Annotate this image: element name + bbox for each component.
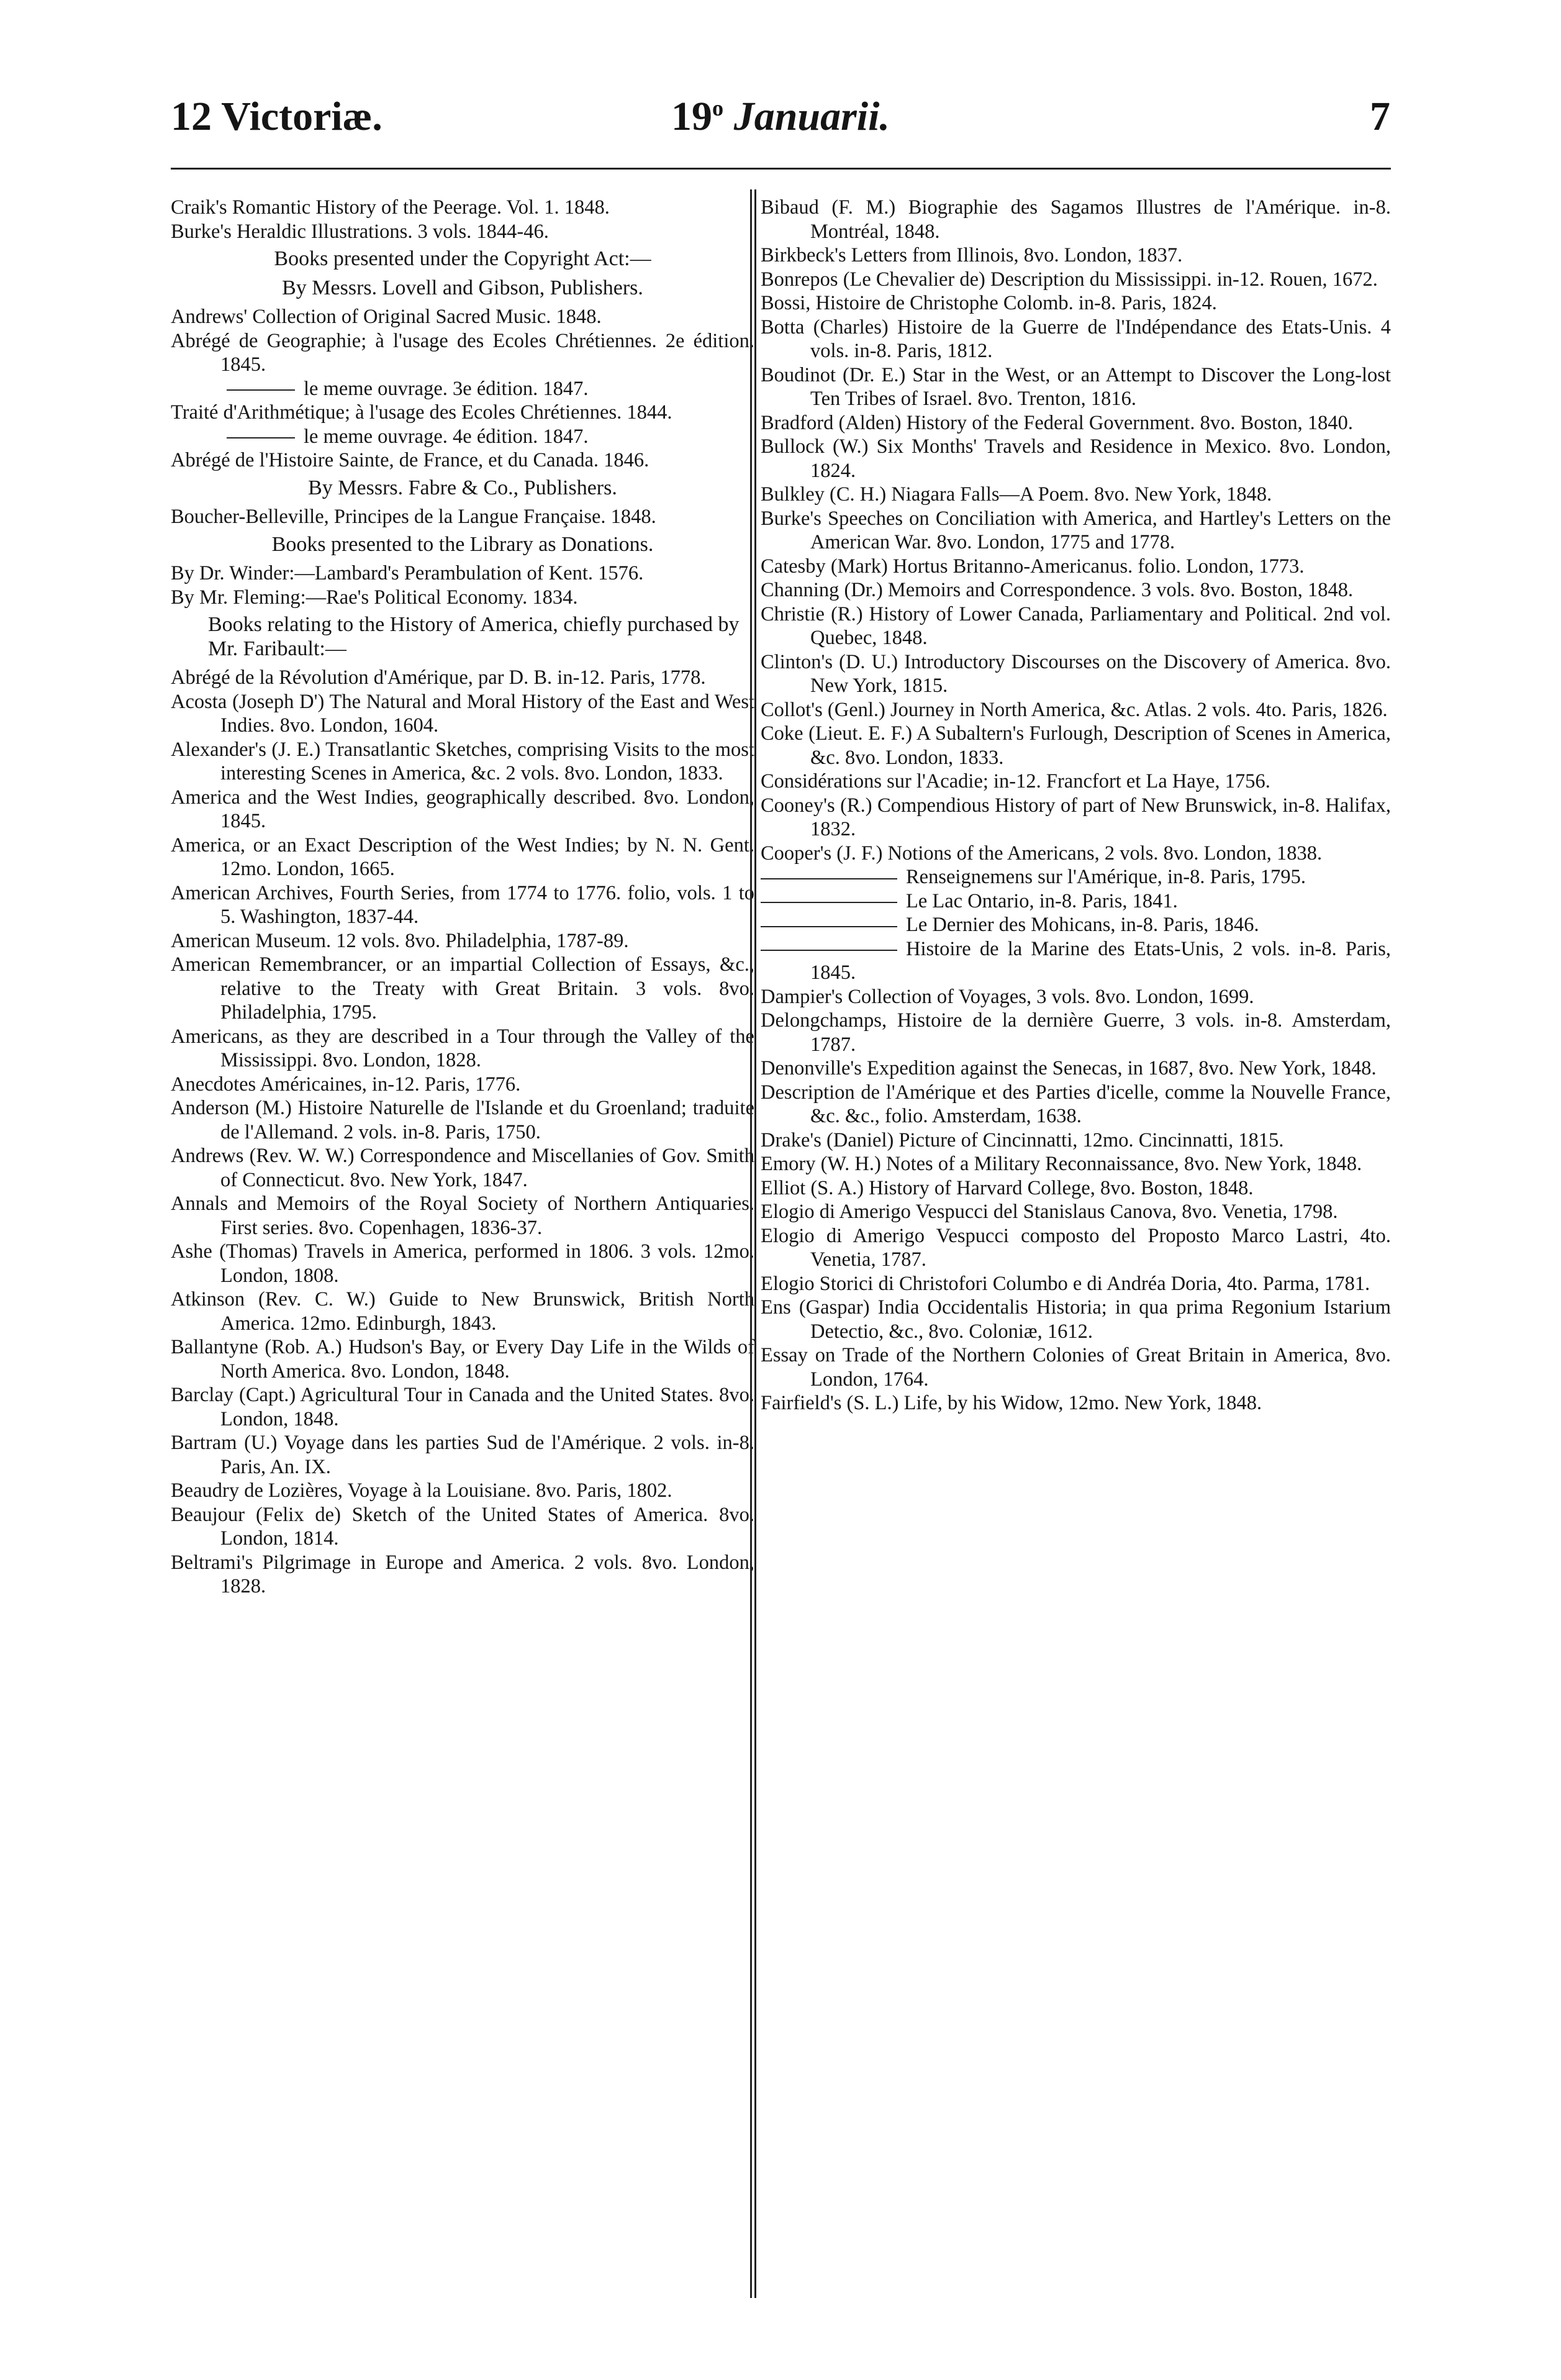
catalogue-entry: [171, 1025, 754, 1073]
header-date-superscript: o: [712, 96, 724, 120]
catalogue-entry: [761, 555, 1391, 579]
catalogue-entry-text: Bradford (Alden) History of the Federal Government. 8vo. Boston, 1840.: [761, 411, 1354, 434]
catalogue-entry: [171, 561, 754, 586]
catalogue-entry-text: By Mr. Fleming:—Rae's Political Economy. 1834.: [171, 586, 578, 609]
page-number: 7: [1370, 94, 1390, 139]
catalogue-entry: [761, 1391, 1391, 1415]
catalogue-entry: [171, 833, 754, 881]
catalogue-entry: [761, 722, 1391, 770]
catalogue-entry-text: Description de l'Amérique et des Parties d'icelle, comme la Nouvelle France, &c. &c., folio. Amsterdam, 1638.: [761, 1081, 1391, 1127]
catalogue-entry-text: Collot's (Genl.) Journey in North America, &c. Atlas. 2 vols. 4to. Paris, 1826.: [761, 698, 1388, 721]
catalogue-entry: [761, 1224, 1391, 1272]
catalogue-entry: [171, 586, 754, 610]
catalogue-entry-text: Abrégé de Geographie; à l'usage des Ecoles Chrétiennes. 2e édition. 1845.: [171, 329, 754, 376]
catalogue-entry-text: Anecdotes Américaines, in-12. Paris, 1776.: [171, 1073, 521, 1096]
header-date: [171, 93, 1390, 140]
catalogue-entry: [171, 953, 754, 1025]
catalogue-entry-text: Birkbeck's Letters from Illinois, 8vo. London, 1837.: [761, 244, 1183, 266]
catalogue-entry: [761, 1152, 1391, 1176]
catalogue-entry: [171, 305, 754, 329]
catalogue-entry: [171, 1383, 754, 1431]
ditto-dash: [761, 902, 897, 903]
catalogue-entry: [761, 483, 1391, 507]
catalogue-entry-text: Abrégé de la Révolution d'Amérique, par D. B. in-12. Paris, 1778.: [171, 666, 706, 689]
section-heading: [171, 533, 754, 557]
catalogue-entry: [171, 505, 754, 529]
section-heading: [171, 276, 754, 301]
catalogue-entry: [761, 1200, 1391, 1224]
catalogue-entry-text: American Museum. 12 vols. 8vo. Philadelphia, 1787-89.: [171, 929, 629, 952]
catalogue-entry: [171, 1096, 754, 1144]
section-heading-text: By Messrs. Fabre & Co., Publishers.: [308, 476, 617, 499]
catalogue-entry: [761, 698, 1391, 722]
catalogue-entry: [171, 786, 754, 833]
catalogue-entry-text: Americans, as they are described in a Tour through the Valley of the Mississippi. 8vo. London, 1828.: [171, 1025, 754, 1071]
catalogue-entry: [761, 889, 1391, 914]
catalogue-entry: [171, 1431, 754, 1479]
catalogue-entry-text: Denonville's Expedition against the Senecas, in 1687, 8vo. New York, 1848.: [761, 1057, 1377, 1079]
catalogue-entry: [761, 435, 1391, 483]
catalogue-entry-text: Clinton's (D. U.) Introductory Discourses on the Discovery of America. 8vo. New York, 1815.: [761, 650, 1391, 697]
catalogue-entry-text: Craik's Romantic History of the Peerage. Vol. 1. 1848.: [171, 196, 610, 219]
catalogue-entry-text: Bibaud (F. M.) Biographie des Sagamos Illustres de l'Amérique. in-8. Montréal, 1848.: [761, 196, 1391, 243]
catalogue-entry: [761, 316, 1391, 363]
catalogue-entry: [171, 881, 754, 929]
ditto-dash: [227, 389, 295, 391]
catalogue-entry: [761, 578, 1391, 602]
catalogue-entry: [171, 448, 754, 473]
catalogue-entry: [761, 291, 1391, 316]
catalogue-entry-text: Le Lac Ontario, in-8. Paris, 1841.: [906, 889, 1178, 912]
catalogue-entry: [761, 411, 1391, 435]
catalogue-entry: [761, 1056, 1391, 1081]
ditto-dash: [761, 926, 897, 927]
header-date-number: 19: [671, 94, 713, 139]
catalogue-entry-text: Histoire de la Marine des Etats-Unis, 2 vols. in-8. Paris, 1845.: [810, 937, 1391, 984]
catalogue-entry: [761, 1081, 1391, 1129]
catalogue-entry-text: Cooney's (R.) Compendious History of part of New Brunswick, in-8. Halifax, 1832.: [761, 794, 1391, 840]
catalogue-entry: [761, 985, 1391, 1009]
catalogue-entry: [761, 602, 1391, 650]
catalogue-entry-text: Essay on Trade of the Northern Colonies of Great Britain in America, 8vo. London, 1764.: [761, 1344, 1391, 1391]
catalogue-entry-text: Christie (R.) History of Lower Canada, Parliamentary and Political. 2nd vol. Quebec, 1848.: [761, 602, 1391, 649]
catalogue-entry: [761, 268, 1391, 292]
catalogue-entry-text: Andrews (Rev. W. W.) Correspondence and Miscellanies of Gov. Smith of Connecticut. 8vo. New York, 1847.: [171, 1145, 754, 1191]
catalogue-entry-text: Fairfield's (S. L.) Life, by his Widow, 12mo. New York, 1848.: [761, 1392, 1262, 1414]
section-heading-text: By Messrs. Lovell and Gibson, Publishers.: [282, 276, 643, 299]
catalogue-entry: [171, 1335, 754, 1383]
section-heading: [171, 476, 754, 501]
catalogue-entry: [171, 401, 754, 425]
catalogue-entry-text: Considérations sur l'Acadie; in-12. Francfort et La Haye, 1756.: [761, 770, 1270, 793]
catalogue-entry-text: Elogio di Amerigo Vespucci del Stanislaus Canova, 8vo. Venetia, 1798.: [761, 1201, 1338, 1223]
ditto-dash: [761, 950, 897, 951]
catalogue-entry-text: Traité d'Arithmétique; à l'usage des Ecoles Chrétiennes. 1844.: [171, 401, 672, 424]
catalogue-entry: [761, 1296, 1391, 1343]
catalogue-entry-text: Elogio di Amerigo Vespucci composto del Proposto Marco Lastri, 4to. Venetia, 1787.: [761, 1224, 1391, 1271]
catalogue-entry-text: Renseignemens sur l'Amérique, in-8. Paris, 1795.: [906, 866, 1306, 888]
catalogue-entry: [761, 865, 1391, 889]
header-regnal-year: 12 Victoriæ.: [171, 94, 382, 139]
catalogue-entry: [171, 666, 754, 690]
catalogue-entry-text: Drake's (Daniel) Picture of Cincinnatti, 12mo. Cincinnatti, 1815.: [761, 1129, 1284, 1151]
catalogue-entry: [171, 196, 754, 220]
catalogue-entry: [761, 196, 1391, 243]
catalogue-entry-text: Ashe (Thomas) Travels in America, performed in 1806. 3 vols. 12mo. London, 1808.: [171, 1240, 754, 1287]
section-heading-text: Books relating to the History of America, chiefly purchased by Mr. Faribault:—: [208, 613, 740, 660]
catalogue-entry: [761, 507, 1391, 555]
catalogue-entry: [171, 1503, 754, 1551]
catalogue-entry: [171, 1288, 754, 1335]
catalogue-entry: [761, 842, 1391, 866]
catalogue-entry-text: Atkinson (Rev. C. W.) Guide to New Brunswick, British North America. 12mo. Edinburgh, 1843.: [171, 1288, 754, 1335]
catalogue-entry: [171, 929, 754, 953]
catalogue-entry: [761, 770, 1391, 794]
catalogue-entry-text: Dampier's Collection of Voyages, 3 vols. 8vo. London, 1699.: [761, 985, 1254, 1008]
catalogue-entry-text: Annals and Memoirs of the Royal Society of Northern Antiquaries. First series. 8vo. Copenhagen, 1836-37.: [171, 1192, 754, 1239]
catalogue-entry-text: Delongchamps, Histoire de la dernière Guerre, 3 vols. in-8. Amsterdam, 1787.: [761, 1009, 1391, 1056]
catalogue-entry: [761, 650, 1391, 698]
catalogue-entry-text: Alexander's (J. E.) Transatlantic Sketches, comprising Visits to the most interesting Scenes in America, &c. 2 vols. 8vo. London, 1833.: [171, 738, 754, 784]
catalogue-entry-text: Coke (Lieut. E. F.) A Subaltern's Furlough, Description of Scenes in America, &c. 8vo. London, 1833.: [761, 722, 1391, 769]
catalogue-entry: [171, 1073, 754, 1097]
catalogue-entry-text: Abrégé de l'Histoire Sainte, de France, et du Canada. 1846.: [171, 449, 649, 471]
catalogue-entry: [171, 329, 754, 377]
catalogue-entry-text: American Archives, Fourth Series, from 1774 to 1776. folio, vols. 1 to 5. Washington, 1837-44.: [171, 881, 754, 928]
catalogue-entry: [171, 1192, 754, 1240]
catalogue-entry-text: Ballantyne (Rob. A.) Hudson's Bay, or Every Day Life in the Wilds of North America. 8vo. London, 1848.: [171, 1336, 754, 1383]
catalogue-entry-text: Elliot (S. A.) History of Harvard College, 8vo. Boston, 1848.: [761, 1176, 1254, 1199]
section-heading-text: Books presented under the Copyright Act:—: [274, 247, 651, 270]
catalogue-entry: [761, 1176, 1391, 1201]
catalogue-entry-text: Elogio Storici di Christofori Columbo e di Andréa Doria, 4to. Parma, 1781.: [761, 1272, 1370, 1295]
catalogue-entry-text: le meme ouvrage. 4e édition. 1847.: [304, 425, 589, 448]
catalogue-entry: [171, 690, 754, 738]
catalogue-entry: [761, 1009, 1391, 1056]
catalogue-entry-text: Boucher-Belleville, Principes de la Langue Française. 1848.: [171, 506, 656, 528]
catalogue-entry: [171, 1144, 754, 1192]
catalogue-entry-text: Anderson (M.) Histoire Naturelle de l'Islande et du Groenland; traduite de l'Allemand. 2 vols. in-8. Paris, 1750.: [171, 1097, 754, 1143]
catalogue-entry-text: Ens (Gaspar) India Occidentalis Historia; in qua prima Regonium Istarium Detectio, &c., 8vo. Coloniæ, 1612.: [761, 1296, 1391, 1343]
catalogue-entry: [761, 363, 1391, 411]
catalogue-entry-text: Barclay (Capt.) Agricultural Tour in Canada and the United States. 8vo. London, 1848.: [171, 1384, 754, 1430]
catalogue-entry-text: Beaudry de Lozières, Voyage à la Louisiane. 8vo. Paris, 1802.: [171, 1479, 672, 1502]
catalogue-entry: [761, 1272, 1391, 1296]
catalogue-entry-text: Beaujour (Felix de) Sketch of the United States of America. 8vo. London, 1814.: [171, 1503, 754, 1550]
catalogue-entry-text: Bartram (U.) Voyage dans les parties Sud de l'Amérique. 2 vols. in-8. Paris, An. IX.: [171, 1432, 754, 1478]
left-column: [171, 196, 754, 1599]
catalogue-entry-text: American Remembrancer, or an impartial Collection of Essays, &c., relative to the Treaty with Great Britain. 3 vols. 8vo. Philadelphia, 1795.: [171, 953, 754, 1024]
catalogue-entry: [171, 1551, 754, 1599]
catalogue-entry: [171, 738, 754, 786]
ditto-dash: [227, 437, 295, 438]
catalogue-entry: [761, 937, 1391, 985]
header-rule: [171, 168, 1391, 170]
catalogue-entry-text: Emory (W. H.) Notes of a Military Reconnaissance, 8vo. New York, 1848.: [761, 1153, 1362, 1175]
section-heading-text: Books presented to the Library as Donations.: [271, 532, 654, 556]
section-heading: [171, 613, 754, 661]
catalogue-entry: [171, 220, 754, 244]
catalogue-entry-text: Bullock (W.) Six Months' Travels and Residence in Mexico. 8vo. London, 1824.: [761, 435, 1391, 482]
column-divider: [750, 189, 756, 2298]
catalogue-entry: [761, 794, 1391, 842]
catalogue-entry-text: America and the West Indies, geographically described. 8vo. London, 1845.: [171, 786, 754, 832]
ditto-dash: [761, 878, 897, 879]
running-header: [171, 93, 1390, 143]
catalogue-entry-text: Catesby (Mark) Hortus Britanno-Americanus. folio. London, 1773.: [761, 555, 1305, 578]
catalogue-entry-text: Acosta (Joseph D') The Natural and Moral History of the East and West Indies. 8vo. London, 1604.: [171, 690, 754, 737]
catalogue-entry: [171, 377, 754, 401]
catalogue-entry: [761, 1129, 1391, 1153]
catalogue-entry-text: Botta (Charles) Histoire de la Guerre de l'Indépendance des Etats-Unis. 4 vols. in-8. Paris, 1812.: [761, 316, 1391, 362]
catalogue-entry-text: Bonrepos (Le Chevalier de) Description du Mississippi. in-12. Rouen, 1672.: [761, 268, 1378, 291]
section-heading: [171, 247, 754, 271]
catalogue-entry-text: le meme ouvrage. 3e édition. 1847.: [304, 377, 589, 400]
catalogue-entry-text: Bulkley (C. H.) Niagara Falls—A Poem. 8vo. New York, 1848.: [761, 483, 1272, 506]
catalogue-entry: [171, 1240, 754, 1288]
catalogue-entry: [761, 913, 1391, 937]
catalogue-entry-text: Channing (Dr.) Memoirs and Correspondence. 3 vols. 8vo. Boston, 1848.: [761, 579, 1354, 601]
catalogue-entry-text: Andrews' Collection of Original Sacred Music. 1848.: [171, 306, 602, 328]
catalogue-entry: [171, 425, 754, 449]
right-column: [761, 196, 1391, 1415]
catalogue-entry: [761, 243, 1391, 268]
catalogue-entry-text: Burke's Speeches on Conciliation with America, and Hartley's Letters on the American War. 8vo. London, 1775 and 1778.: [761, 507, 1391, 553]
catalogue-entry-text: By Dr. Winder:—Lambard's Perambulation of Kent. 1576.: [171, 562, 644, 584]
header-date-month: Januarii.: [733, 94, 890, 139]
catalogue-entry-text: Le Dernier des Mohicans, in-8. Paris, 1846.: [906, 914, 1259, 936]
catalogue-entry: [761, 1343, 1391, 1391]
catalogue-entry-text: Cooper's (J. F.) Notions of the Americans, 2 vols. 8vo. London, 1838.: [761, 842, 1323, 865]
catalogue-entry-text: Bossi, Histoire de Christophe Colomb. in-8. Paris, 1824.: [761, 292, 1217, 314]
catalogue-entry-text: Boudinot (Dr. E.) Star in the West, or an Attempt to Discover the Long-lost Ten Tribes of Israel. 8vo. Trenton, 1816.: [761, 363, 1391, 410]
catalogue-entry-text: Burke's Heraldic Illustrations. 3 vols. 1844-46.: [171, 220, 549, 243]
catalogue-entry-text: Beltrami's Pilgrimage in Europe and America. 2 vols. 8vo. London, 1828.: [171, 1551, 754, 1597]
catalogue-entry: [171, 1479, 754, 1503]
catalogue-entry-text: America, or an Exact Description of the West Indies; by N. N. Gent. 12mo. London, 1665.: [171, 833, 754, 880]
